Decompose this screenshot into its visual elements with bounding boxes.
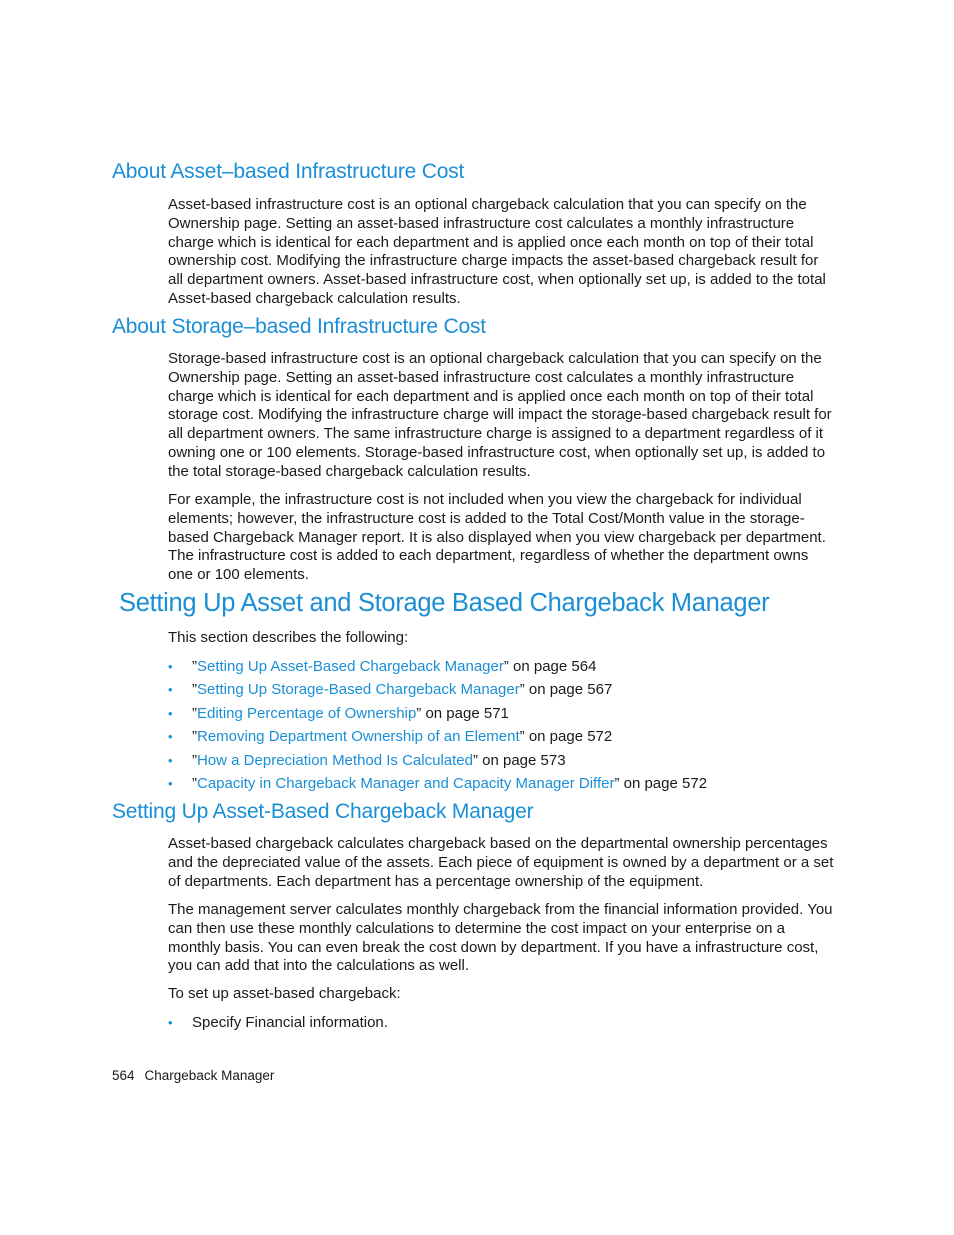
page-number: 564 (112, 1068, 135, 1083)
heading-setting-up-chargeback-manager: Setting Up Asset and Storage Based Chargeback Manager (119, 589, 770, 617)
link-editing-percentage[interactable]: Editing Percentage of Ownership (197, 704, 417, 722)
page-reference: ” on page 572 (519, 728, 613, 746)
paragraph-asset-based-description: Asset-based chargeback calculates chargeback based on the departmental ownership percentages and the depreciated value of the assets. Each piece of equipment is owned by a department or a set of departments. Each department has a percentage ownership of the equipment. (168, 835, 834, 890)
quote-mark: ” (192, 681, 197, 699)
list-item (168, 772, 848, 795)
heading-setting-up-asset-based: Setting Up Asset-Based Chargeback Manager (112, 800, 534, 823)
link-depreciation-method[interactable]: How a Depreciation Method Is Calculated (197, 751, 473, 769)
list-item (168, 1011, 848, 1034)
paragraph-storage-infrastructure: Storage-based infrastructure cost is an optional chargeback calculation that you can specify on the Ownership page. Setting an asset-based infrastructure cost calculates a monthly infrastructure charge which is identical for each department and is applied once each month on top of their total storage cost. Modifying the infrastructure charge will impact the storage-based chargeback result for all department owners. The same infrastructure charge is assigned to a department regardless of it owning one or 100 elements. Storage-based infrastructure cost, when optionally set up, is added to the total storage-based chargeback calculation results. (168, 350, 832, 480)
heading-asset-infrastructure-cost: About Asset–based Infrastructure Cost (112, 160, 465, 183)
page-reference: ” on page 572 (614, 774, 708, 792)
list-item (168, 749, 848, 772)
list-item (168, 725, 848, 748)
step-text: Specify Financial information. (192, 1014, 388, 1031)
page-reference: ” on page 571 (416, 704, 509, 722)
quote-mark: ” (192, 774, 197, 792)
list-item (168, 655, 848, 678)
paragraph-section-intro: This section describes the following: (168, 629, 409, 646)
list-item (168, 702, 848, 725)
paragraph-monthly-calculation: The management server calculates monthly chargeback from the financial information provided. You can then use these monthly calculations to determine the cost impact on your enterprise on a monthly basis. You can even break the cost down by department. If you have a infrastructure cost, you can add that into the calculations as well. (168, 901, 833, 975)
bullet-icon: • (168, 729, 173, 745)
bullet-icon: • (168, 752, 173, 768)
quote-mark: ” (192, 751, 197, 769)
paragraph-infrastructure-example: For example, the infrastructure cost is not included when you view the chargeback for individual elements; however, the infrastructure cost is added to the Total Cost/Month value in the storage-based Chargeback Manager report. It is also displayed when you view chargeback per department. The infrastructure cost is added to each department, regardless of whether the department owns one or 100 elements. (168, 491, 826, 584)
heading-storage-infrastructure-cost: About Storage–based Infrastructure Cost (112, 315, 486, 338)
paragraph-setup-instructions: To set up asset-based chargeback: (168, 985, 401, 1002)
quote-mark: ” (192, 704, 197, 722)
link-removing-ownership[interactable]: Removing Department Ownership of an Element (197, 728, 520, 746)
link-asset-based-setup[interactable]: Setting Up Asset-Based Chargeback Manager (197, 658, 504, 675)
list-item (168, 678, 848, 701)
page-reference: ” on page 564 (503, 658, 597, 675)
bullet-icon: • (168, 705, 173, 721)
bullet-icon: • (168, 659, 173, 674)
bullet-icon: • (168, 775, 173, 791)
setup-steps-list (168, 1011, 848, 1034)
chapter-title: Chargeback Manager (144, 1068, 275, 1083)
paragraph-asset-infrastructure: Asset-based infrastructure cost is an optional chargeback calculation that you can specify on the Ownership page. Setting an asset-based infrastructure cost calculates a monthly infrastructure charge which is identical for each department and is applied once each month on top of their total ownership cost. Modifying the infrastructure charge impacts the asset-based chargeback result for all department owners. Asset-based infrastructure cost, when optionally set up, is added to the total Asset-based chargeback calculation results. (168, 196, 826, 307)
quote-mark: ” (192, 728, 197, 746)
page-reference: ” on page 567 (519, 681, 613, 699)
quote-mark: ” (192, 658, 197, 675)
cross-reference-list (168, 655, 848, 795)
bullet-icon: • (168, 1015, 173, 1030)
page-reference: ” on page 573 (472, 751, 566, 769)
page-footer (112, 1068, 274, 1083)
bullet-icon: • (168, 682, 173, 698)
link-storage-based-setup[interactable]: Setting Up Storage-Based Chargeback Manager (197, 681, 520, 699)
link-capacity-differ[interactable]: Capacity in Chargeback Manager and Capacity Manager Differ (197, 774, 615, 792)
